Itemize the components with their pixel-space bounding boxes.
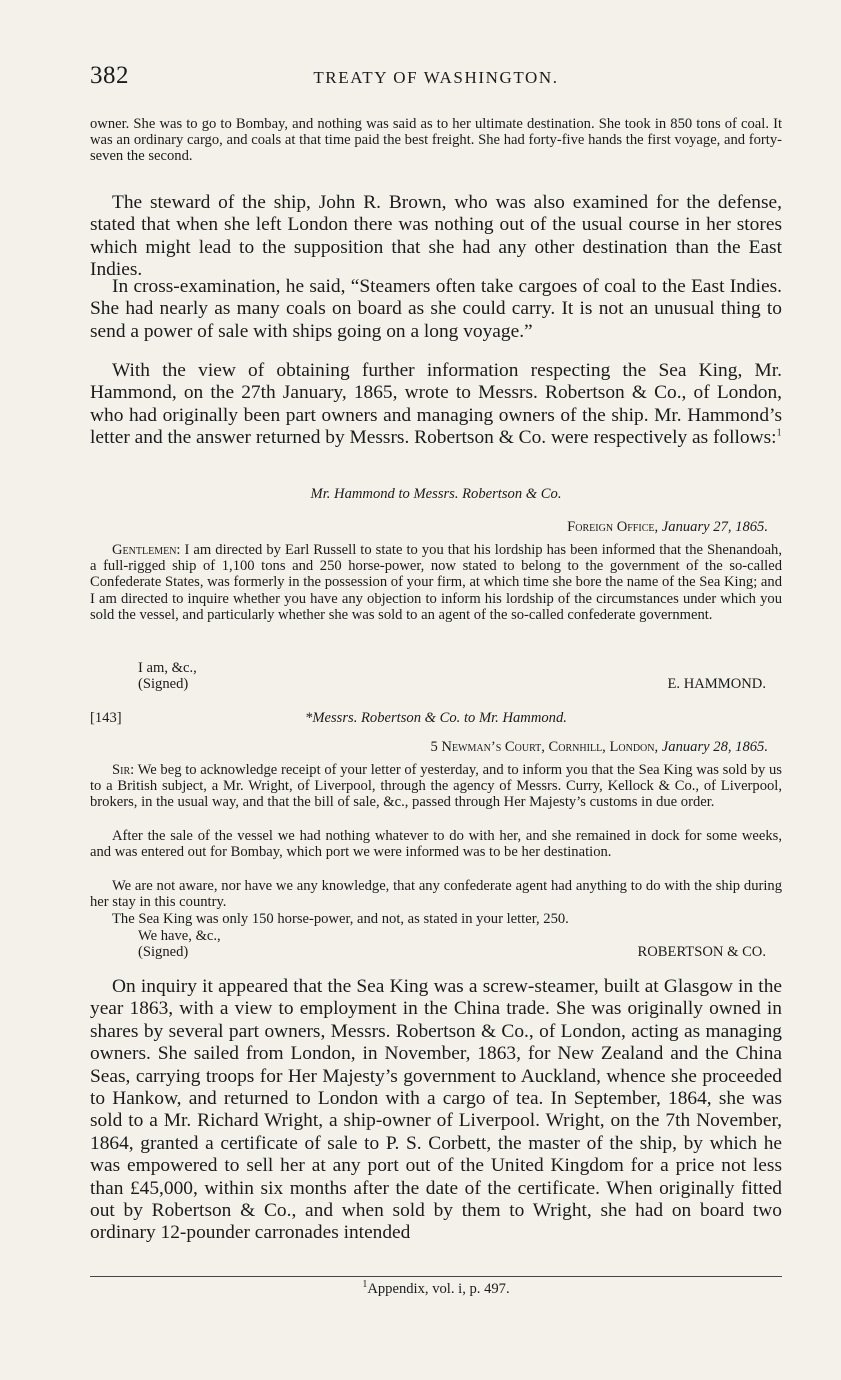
letter2-body-1-text: We beg to acknowledge receipt of your letter of yesterday, and to inform you that the Sea King was sold by us to a British subject, a Mr. Wright, of Liverpool, through the agency of Messrs. Curry, Kellock & Co., of Liverpool, brokers, in the usual way, and that the bill of sale, &c., passed through Her Majesty’s customs in due order.: [90, 762, 782, 811]
letter2-body-4: The Sea King was only 150 horse-power, and not, as stated in your letter, 250.: [112, 911, 569, 927]
paragraph-hammond-inquiry: [90, 360, 782, 450]
letter1-dateline: [90, 519, 782, 535]
page-number: 382: [90, 62, 129, 89]
footnote: [90, 1281, 782, 1298]
letter1-signed: (Signed): [138, 676, 189, 692]
page-marker: [143]: [90, 710, 122, 726]
letter1-date: January 27, 1865.: [661, 519, 768, 535]
running-title: TREATY OF WASHINGTON.: [313, 68, 559, 87]
letter2-signature: ROBERTSON & CO.: [637, 944, 766, 960]
letter2-signed: (Signed): [138, 944, 189, 960]
letter2-date: January 28, 1865.: [661, 739, 768, 755]
paragraph-sea-king-history: On inquiry it appeared that the Sea King was a screw-steamer, built at Glasgow in the year 1863, with a view to employment in the China trade. She was originally owned in shares by several part owners, Messrs. Robertson & Co., of London, acting as managing owners. She sailed from London, in November, 1863, for New Zealand and the China Seas, carrying troops for Her Majesty’s government to Auckland, whence she proceeded to Hankow, and returned to London with a cargo of tea. In September, 1864, she was sold to a Mr. Richard Wright, a ship-owner of Liverpool. Wright, on the 7th November, 1864, granted a certificate of sale to P. S. Corbett, the master of the ship, by which he was empowered to sell her at any port out of the United Kingdom for a price not less than £45,000, within six months after the date of the certificate. When originally fitted out by Robertson & Co., and when sold by them to Wright, she had on board two ordinary 12-pounder carronades intended: [90, 976, 782, 1244]
footnote-reference: 1: [776, 427, 782, 439]
letter1-heading: Mr. Hammond to Messrs. Robertson & Co.: [310, 486, 562, 502]
letter2-heading-row: [90, 710, 782, 726]
letter1-place: Foreign Office,: [567, 519, 659, 535]
letter1-signature: E. HAMMOND.: [667, 676, 766, 692]
page-header: [90, 62, 782, 96]
letter1-closing: I am, &c.,: [138, 660, 197, 676]
paragraph-testimony-end: owner. She was to go to Bombay, and nothing was said as to her ultimate destination. She took in 850 tons of coal. It was an ordinary cargo, and coals at that time paid the best freight. She had forty-five hands the first voyage, and forty-seven the second.: [90, 116, 782, 165]
letter1-body-text: I am directed by Earl Russell to state to you that his lordship has been informed that the Shenandoah, a full-rigged ship of 1,100 tons and 250 horse-power, now stated to belong to the government of the so-called Confederate States, was formerly in the possession of your firm, at which time she bore the name of the Sea King; and I am directed to inquire whether you have any objection to inform his lordship of the circumstances under which you sold the vessel, and particularly whether she was sold to an agent of the so-called confederate government.: [90, 542, 782, 623]
footnote-mark: 1: [362, 1279, 368, 1291]
letter2-body-3: We are not aware, nor have we any knowledge, that any confederate agent had anything to do with the ship during her stay in this country.: [90, 878, 782, 911]
letter2-salutation: Sir:: [112, 762, 135, 778]
letter1-body: [90, 542, 782, 623]
paragraph-hammond-inquiry-text: With the view of obtaining further information respecting the Sea King, Mr. Hammond, on the 27th January, 1865, wrote to Messrs. Robertson & Co., of London, who had originally been part owners and managing owners of the ship. Mr. Hammond’s letter and the answer returned by Messrs. Robertson & Co. were respectively as follows:: [90, 360, 782, 449]
letter2-heading: *Messrs. Robertson & Co. to Mr. Hammond.: [305, 710, 567, 726]
letter1-salutation: Gentlemen:: [112, 542, 181, 558]
paragraph-cross-examination: In cross-examination, he said, “Steamers often take cargoes of coal to the East Indies. She had nearly as many coals on board as she could carry. It is not an unusual thing to send a power of sale with ships going on a long voyage.”: [90, 276, 782, 342]
letter2-place: 5 Newman’s Court, Cornhill, London,: [430, 739, 659, 755]
footnote-divider: [90, 1276, 782, 1277]
letter2-body-1: [90, 762, 782, 811]
letter2-closing: We have, &c.,: [138, 928, 221, 944]
letter2-body-2: After the sale of the vessel we had nothing whatever to do with her, and she remained in dock for some weeks, and was entered out for Bombay, which port we were informed was to be her destination.: [90, 828, 782, 861]
letter2-dateline: [90, 739, 782, 755]
paragraph-steward: The steward of the ship, John R. Brown, who was also examined for the defense, stated that when she left London there was nothing out of the usual course in her stores which might lead to the supposition that she had any other destination than the East Indies.: [90, 192, 782, 281]
footnote-text: Appendix, vol. i, p. 497.: [367, 1281, 510, 1297]
